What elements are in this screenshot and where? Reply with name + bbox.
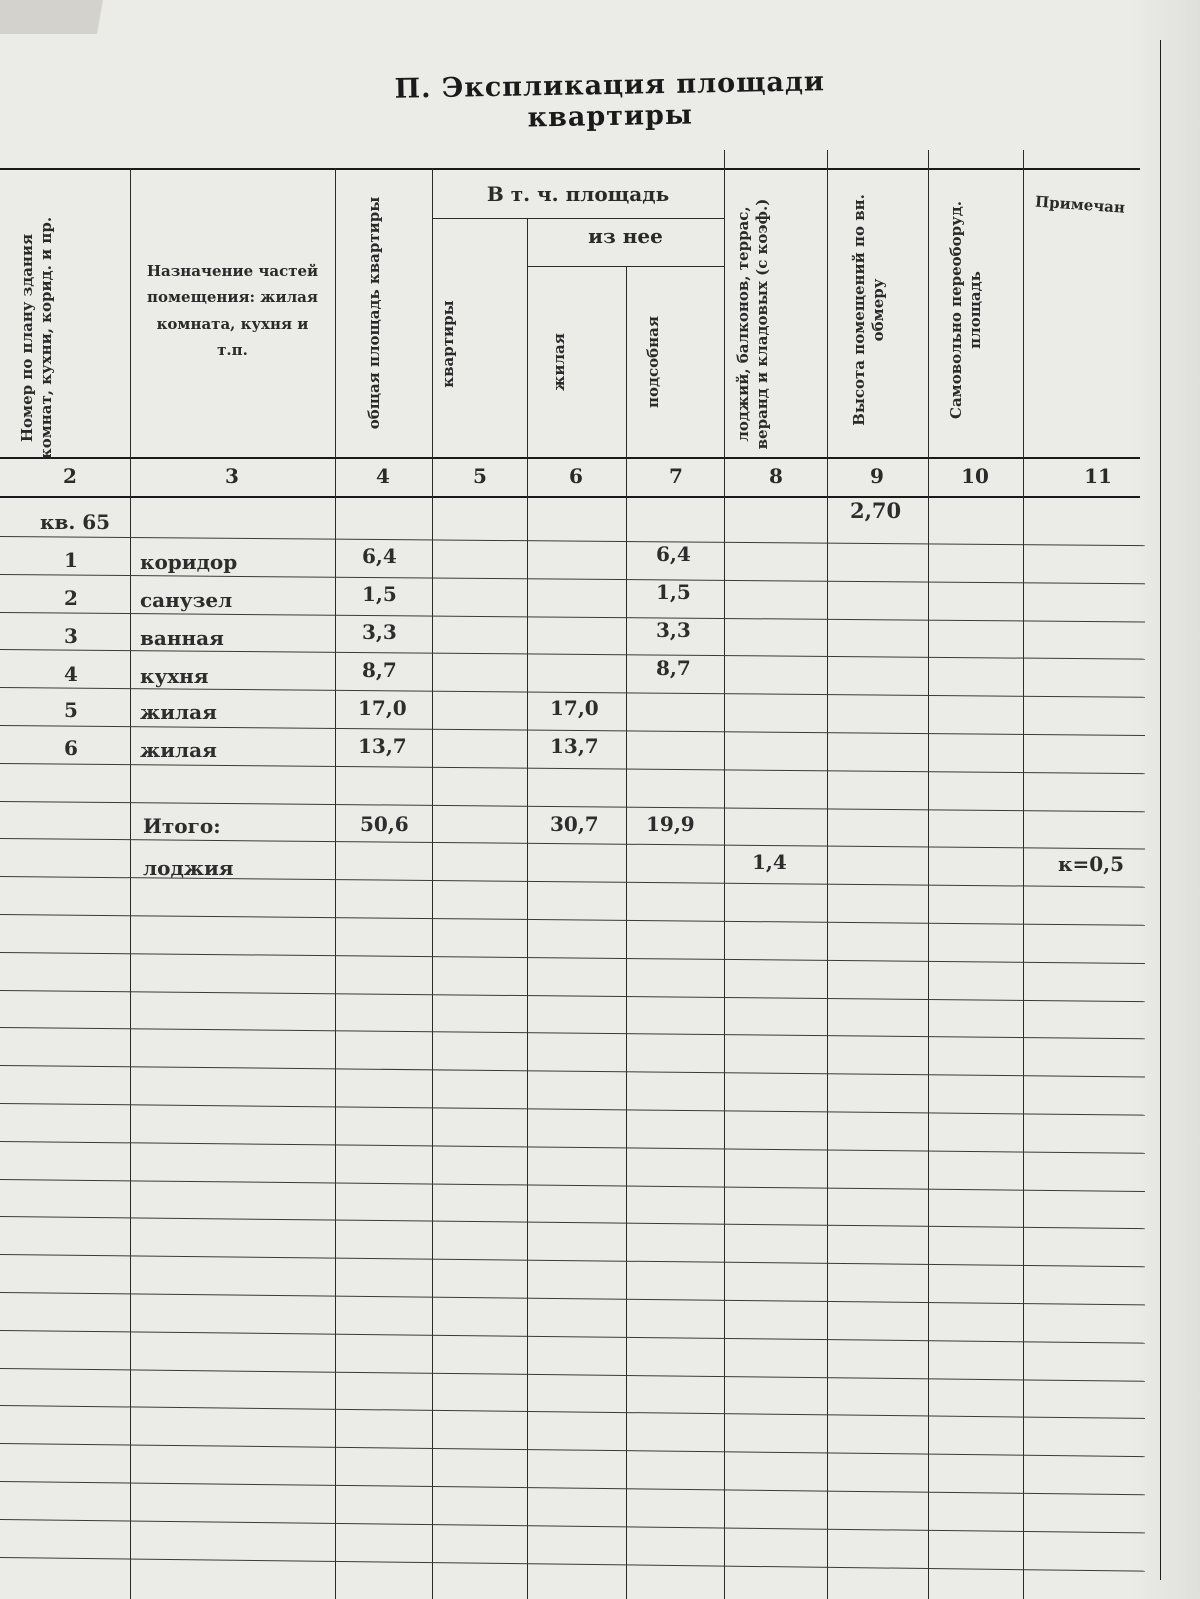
table-row-line bbox=[0, 612, 1145, 622]
table-row-line bbox=[0, 1368, 1145, 1382]
header-col10: Самовольно переоборуд. площадь bbox=[947, 201, 984, 419]
room-name: жилая bbox=[140, 700, 217, 724]
totals-living-area: 30,7 bbox=[550, 812, 599, 836]
column-divider-4-5 bbox=[432, 168, 433, 1599]
column-number: 9 bbox=[870, 464, 884, 488]
header-col7: подсобная bbox=[644, 316, 662, 408]
room-name: кухня bbox=[140, 664, 209, 688]
auxiliary-area: 6,4 bbox=[656, 542, 691, 566]
header-bottom-line bbox=[0, 457, 1140, 459]
totals-total-area: 50,6 bbox=[360, 812, 409, 836]
table-row-line bbox=[0, 801, 1145, 812]
apartment-height: 2,70 bbox=[850, 498, 902, 523]
room-name: коридор bbox=[140, 550, 238, 574]
room-name: ванная bbox=[140, 626, 224, 650]
total-area: 6,4 bbox=[362, 544, 397, 568]
header-col9: Высота помещений по вн. обмеру bbox=[850, 194, 887, 426]
table-row-line bbox=[0, 536, 1145, 546]
column-divider-2-3 bbox=[130, 168, 131, 1599]
loggia-note: к=0,5 bbox=[1058, 852, 1124, 876]
column-divider-5-6 bbox=[527, 218, 528, 1599]
row-number: 6 bbox=[64, 736, 78, 760]
table-row-line bbox=[0, 1254, 1145, 1267]
living-area: 13,7 bbox=[550, 734, 599, 758]
column-number: 5 bbox=[473, 464, 487, 488]
room-name: санузел bbox=[140, 588, 233, 612]
column-number: 3 bbox=[225, 464, 239, 488]
header-col4: общая площадь квартиры bbox=[365, 196, 383, 430]
header-col5: квартиры bbox=[439, 300, 457, 388]
column-number: 2 bbox=[63, 464, 77, 488]
column-divider-6-7 bbox=[626, 266, 627, 1599]
table-row-line bbox=[0, 1557, 1145, 1572]
table-row-line bbox=[0, 1330, 1145, 1344]
table-row-line bbox=[0, 1179, 1145, 1192]
total-area: 13,7 bbox=[358, 734, 407, 758]
table-row-line bbox=[0, 1216, 1145, 1229]
row-number: 3 bbox=[64, 624, 78, 648]
table-row-line bbox=[0, 1519, 1145, 1533]
table-row-line bbox=[0, 1141, 1145, 1154]
column-number: 4 bbox=[376, 464, 390, 488]
header-col11: Примечан bbox=[1034, 192, 1126, 217]
table-row-line bbox=[0, 952, 1145, 964]
column-number: 6 bbox=[569, 464, 583, 488]
total-area: 17,0 bbox=[358, 696, 407, 720]
page-title: П. Экспликация площади квартиры bbox=[394, 66, 826, 134]
loggia-label: лоджия bbox=[143, 856, 234, 880]
table-row-line bbox=[0, 1103, 1145, 1116]
header-subgroup: из нее bbox=[588, 224, 663, 248]
column-number: 7 bbox=[669, 464, 683, 488]
table-row-line bbox=[0, 1292, 1145, 1305]
row-number: 1 bbox=[64, 548, 78, 572]
header-col3: Назначение частей помещения: жилая комната, кухня и т.п. bbox=[146, 262, 319, 359]
auxiliary-area: 1,5 bbox=[656, 580, 691, 604]
table-row-line bbox=[0, 649, 1145, 660]
table-row-line bbox=[0, 914, 1145, 926]
page-edge-shadow bbox=[1130, 0, 1200, 1599]
living-area: 17,0 bbox=[550, 696, 599, 720]
row-number: 2 bbox=[64, 586, 78, 610]
total-area: 3,3 bbox=[362, 620, 397, 644]
column-number: 8 bbox=[769, 464, 783, 488]
row-number: 5 bbox=[64, 698, 78, 722]
table-row-line bbox=[0, 763, 1145, 774]
header-col8: лоджий, балконов, террас, веранд и кладовых (с коэф.) bbox=[734, 198, 771, 450]
header-col6: жилая bbox=[550, 333, 568, 391]
auxiliary-area: 3,3 bbox=[656, 618, 691, 642]
column-numbers-bottom-line bbox=[0, 496, 1140, 498]
row-number: 4 bbox=[64, 662, 78, 686]
column-divider-3-4 bbox=[335, 168, 336, 1599]
column-divider-9-10 bbox=[928, 150, 929, 1599]
column-divider-8-9 bbox=[827, 150, 828, 1599]
header-group-line bbox=[432, 218, 724, 219]
table-row-line bbox=[0, 1027, 1145, 1039]
header-col2: Номер по плану здания комнат, кухни, корид. и пр. bbox=[18, 216, 55, 460]
header-group: В т. ч. площадь bbox=[486, 182, 670, 206]
table-row-line bbox=[0, 1065, 1145, 1077]
table-row-line bbox=[0, 990, 1145, 1002]
room-name: жилая bbox=[140, 738, 217, 762]
loggia-area: 1,4 bbox=[752, 850, 787, 874]
total-area: 1,5 bbox=[362, 582, 397, 606]
totals-label: Итого: bbox=[143, 814, 221, 838]
table-row-line bbox=[0, 574, 1145, 584]
page-border bbox=[1160, 40, 1161, 1580]
table-row-line bbox=[0, 1405, 1145, 1419]
table-row-line bbox=[0, 1443, 1145, 1457]
column-number: 10 bbox=[961, 464, 989, 488]
auxiliary-area: 8,7 bbox=[656, 656, 691, 680]
table-row-line bbox=[0, 838, 1145, 849]
column-divider-7-8 bbox=[724, 150, 725, 1599]
total-area: 8,7 bbox=[362, 658, 397, 682]
totals-auxiliary-area: 19,9 bbox=[646, 812, 695, 836]
column-number: 11 bbox=[1084, 464, 1112, 488]
table-row-line bbox=[0, 1481, 1145, 1495]
column-divider-10-11 bbox=[1023, 150, 1024, 1599]
background-corner bbox=[0, 0, 140, 34]
apartment-label: кв. 65 bbox=[40, 510, 111, 534]
